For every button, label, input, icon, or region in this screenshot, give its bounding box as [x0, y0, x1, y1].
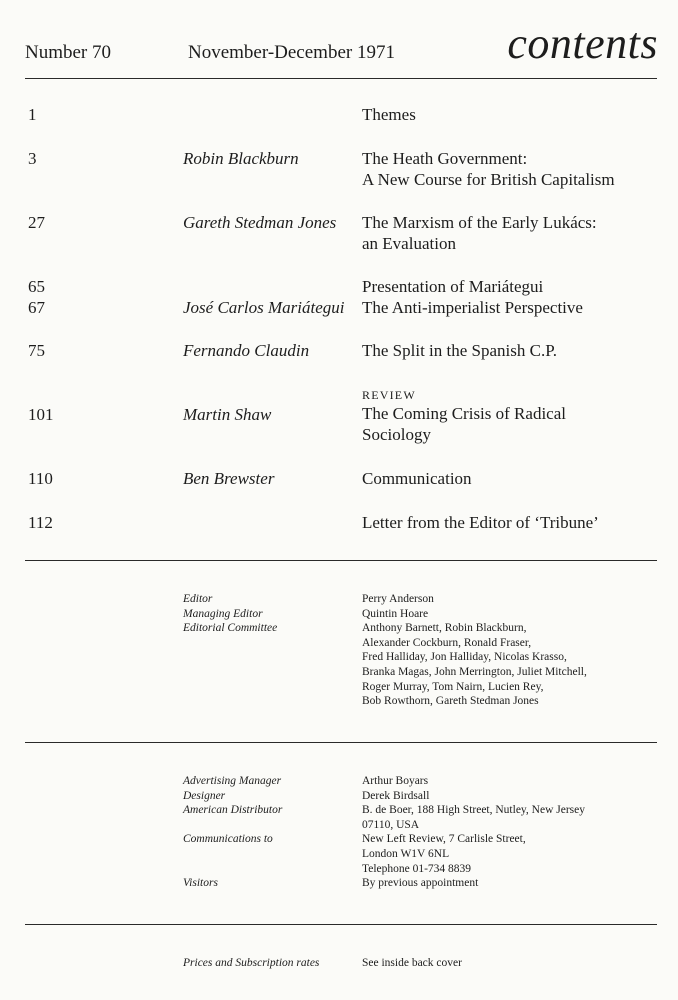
- title-line: Themes: [362, 105, 416, 124]
- credit-name: London W1V 6NL: [362, 847, 450, 860]
- title-line: The Split in the Spanish C.P.: [362, 341, 558, 360]
- credit-name: B. de Boer, 188 High Street, Nutley, New Jersey: [362, 804, 585, 817]
- page-title: contents: [507, 19, 658, 68]
- title-line: an Evaluation: [362, 234, 456, 253]
- role-label: Communications to: [183, 833, 273, 846]
- role-column: [183, 956, 358, 971]
- role-label: [183, 847, 358, 862]
- section-rule: [25, 742, 657, 743]
- role-label: Advertising Manager: [183, 775, 282, 787]
- name-column: [362, 592, 662, 709]
- prices-label: Prices and Subscription rates: [183, 957, 320, 969]
- author-name: Martin Shaw: [183, 405, 272, 424]
- article-title: [362, 512, 662, 533]
- page-number: 110: [28, 469, 53, 488]
- credit-name: 07110, USA: [362, 818, 420, 831]
- page-number: 112: [28, 513, 53, 532]
- title-line: Sociology: [362, 425, 431, 444]
- role-label: Visitors: [183, 877, 218, 890]
- article-title: [362, 388, 662, 445]
- credit-name: Fred Halliday, Jon Halliday, Nicolas Krasso,: [362, 651, 567, 664]
- article-title: [362, 468, 662, 489]
- credit-name: Anthony Barnett, Robin Blackburn,: [362, 622, 527, 635]
- masthead: [0, 0, 678, 80]
- role-label: Designer: [183, 789, 226, 802]
- section-rule: [25, 560, 657, 561]
- credit-name: Roger Murray, Tom Nairn, Lucien Rey,: [362, 680, 544, 693]
- author-name: José Carlos Mariátegui: [183, 298, 345, 317]
- author-name: Ben Brewster: [183, 469, 275, 488]
- section-kicker: REVIEW: [362, 388, 416, 402]
- page-number: 27: [28, 213, 45, 232]
- title-line: Communication: [362, 469, 472, 488]
- author-name: Fernando Claudin: [183, 341, 310, 360]
- page-number: 1: [28, 105, 37, 124]
- page-number: 3: [28, 149, 37, 168]
- section-rule: [25, 924, 657, 925]
- role-column: [183, 774, 358, 891]
- page-number: 67: [28, 298, 45, 317]
- article-title: [362, 148, 662, 190]
- role-column: [183, 592, 358, 636]
- title-line: Presentation of Mariátegui: [362, 277, 544, 296]
- header-rule: [25, 78, 657, 79]
- issue-number: Number 70: [25, 42, 112, 63]
- author-name: Gareth Stedman Jones: [183, 213, 337, 232]
- role-label: Editorial Committee: [183, 622, 278, 635]
- title-line: Letter from the Editor of ‘Tribune’: [362, 513, 599, 532]
- credit-name: Arthur Boyars: [362, 775, 429, 787]
- page-number: 65: [28, 277, 45, 296]
- page-number: 75: [28, 341, 45, 360]
- article-title: [362, 340, 662, 361]
- credit-name: Quintin Hoare: [362, 607, 429, 620]
- role-label: [183, 862, 358, 877]
- credit-name: Branka Magas, John Merrington, Juliet Mitchell,: [362, 665, 587, 678]
- contents-list: [0, 100, 678, 550]
- title-line: The Marxism of the Early Lukács:: [362, 213, 597, 232]
- credit-name: Bob Rowthorn, Gareth Stedman Jones: [362, 695, 539, 708]
- title-line: The Heath Government:: [362, 149, 528, 168]
- article-title: [362, 212, 662, 254]
- role-label: American Distributor: [183, 804, 283, 817]
- article-title: [362, 104, 662, 125]
- title-line: The Coming Crisis of Radical: [362, 404, 566, 423]
- author-name: Robin Blackburn: [183, 149, 299, 168]
- name-column: [362, 956, 662, 971]
- credit-name: Alexander Cockburn, Ronald Fraser,: [362, 636, 532, 649]
- credit-name: By previous appointment: [362, 877, 479, 890]
- page-number: 101: [28, 405, 54, 424]
- role-label: [183, 818, 358, 833]
- name-column: [362, 774, 662, 891]
- issue-date: November-December 1971: [188, 42, 395, 63]
- title-line: A New Course for British Capitalism: [362, 170, 615, 189]
- credit-name: Perry Anderson: [362, 593, 434, 605]
- credit-name: New Left Review, 7 Carlisle Street,: [362, 833, 526, 846]
- prices-value: See inside back cover: [362, 957, 462, 969]
- article-title: [362, 276, 662, 318]
- credit-name: Telephone 01-734 8839: [362, 862, 472, 875]
- role-label: Managing Editor: [183, 607, 263, 620]
- credit-name: Derek Birdsall: [362, 789, 430, 802]
- title-line: The Anti-imperialist Perspective: [362, 298, 583, 317]
- role-label: Editor: [183, 593, 213, 605]
